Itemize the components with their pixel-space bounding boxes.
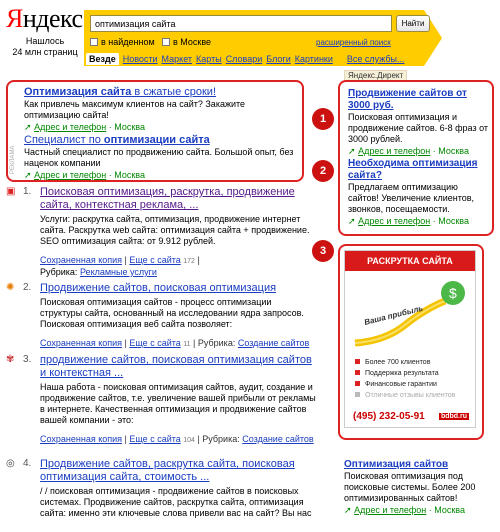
ads-label: РЕКЛАМА: [10, 145, 16, 174]
more-from-site-link[interactable]: Еще с сайта: [129, 434, 181, 444]
services-nav: [86, 53, 405, 65]
marker-2: 2: [312, 160, 334, 182]
search-result: [6, 354, 316, 446]
ad-text: Поисковая оптимизация под поисковые системы. Более 200 оптимизированных сайтов!: [344, 471, 476, 503]
marker-1: 1: [312, 108, 334, 130]
map-pin-icon: ➚: [348, 146, 356, 156]
more-from-count: 104: [183, 437, 195, 444]
site-favicon-icon: ✺: [6, 282, 15, 293]
ad-title[interactable]: Продвижение сайтов от 3000 руб.: [348, 88, 467, 111]
yandex-direct-label[interactable]: Яндекс.Директ: [344, 70, 407, 81]
search-result: [6, 282, 316, 350]
coin-symbol: $: [449, 285, 457, 301]
result-title-link[interactable]: Продвижение сайтов, поисковая оптимизация: [40, 282, 277, 294]
tab-dictionaries[interactable]: Словари: [225, 54, 263, 64]
ad-title[interactable]: Оптимизация сайтов: [344, 459, 449, 470]
saved-copy-link[interactable]: Сохраненная копия: [40, 434, 123, 444]
ad-right-1: [348, 88, 490, 157]
right-ads-box: [338, 80, 494, 236]
search-in-moscow-label: в Москве: [173, 37, 212, 47]
ad-city: Москва: [114, 122, 145, 132]
rubric-label: Рубрика:: [40, 267, 78, 277]
promo-banner[interactable]: [344, 250, 476, 428]
ad-title[interactable]: [24, 134, 300, 147]
result-snippet: / / поисковая оптимизация - продвижение сайтов в поисковых системах. Продвижение сайтов, раскрутка сайта, оптимизация сайта: именно эти ключевые слова привели вас на сайт? Вы нас: [40, 486, 312, 518]
map-pin-icon: ➚: [24, 170, 32, 180]
advanced-search-link[interactable]: расширенный поиск: [316, 38, 391, 47]
tab-blogs[interactable]: Блоги: [266, 54, 291, 64]
checkbox-icon[interactable]: [90, 38, 98, 46]
more-from-site-link[interactable]: Еще с сайта: [129, 255, 181, 265]
ad-bottom-right: [344, 458, 494, 516]
result-meta: Сохраненная копия | Еще с сайта 11 | Рубрика: Создание сайтов: [40, 338, 310, 348]
address-link[interactable]: Адрес и телефон: [34, 122, 107, 132]
ad-title[interactable]: [24, 86, 300, 99]
result-snippet: Наша работа - поисковая оптимизация сайтов, аудит, создание и продвижение сайтов, т.е. увеличение вашей прибыли от рекламы в интернете. Качественная оптимизация и продвижение сайтов вашей компании - это:: [40, 382, 316, 425]
search-result: [6, 186, 316, 278]
profit-chart-icon: [345, 273, 475, 353]
saved-copy-link[interactable]: Сохраненная копия: [40, 255, 123, 265]
found-line2: 24 млн страниц: [12, 47, 78, 57]
more-services-link[interactable]: Все службы...: [346, 54, 405, 64]
banner-header: РАСКРУТКА САЙТА: [345, 251, 475, 271]
search-in-moscow-option[interactable]: [162, 37, 211, 47]
banner-feature: Более 700 клиентов: [355, 357, 455, 368]
found-count: [6, 36, 84, 58]
checkbox-icon[interactable]: [162, 38, 170, 46]
ad-top-2: [24, 134, 300, 181]
logo-first-letter: Я: [6, 4, 23, 33]
top-ads-box: [6, 80, 304, 182]
rubric-label: Рубрика:: [202, 434, 240, 444]
ad-city: Москва: [438, 216, 469, 226]
more-from-count: 11: [183, 341, 191, 348]
ad-text: Предлагаем оптимизацию сайтов! Увеличение клиентов, звонков, посещаемости.: [348, 182, 475, 214]
ad-address: ➚ Адрес и телефон · Москва: [348, 216, 469, 226]
more-from-site-link[interactable]: Еще с сайта: [129, 338, 181, 348]
ad-top-1: [24, 86, 300, 133]
ad-right-2: [348, 158, 490, 227]
found-line1: Нашлось: [25, 36, 65, 46]
ad-city: Москва: [114, 170, 145, 180]
result-title-link[interactable]: Продвижение сайтов, раскрутка сайта, поисковая оптимизация сайта, стоимость ...: [40, 458, 295, 483]
ad-city: Москва: [438, 146, 469, 156]
ad-text: Частный специалист по продвижению сайта. Большой опыт, без наценок компании: [24, 147, 294, 168]
map-pin-icon: ➚: [24, 122, 32, 132]
search-result: [6, 458, 316, 519]
ad-address: ➚ Адрес и телефон · Москва: [24, 122, 145, 132]
banner-feature: Финансовые гарантии: [355, 379, 455, 390]
map-pin-icon: ➚: [348, 216, 356, 226]
search-input[interactable]: [90, 15, 392, 32]
search-button[interactable]: Найти: [396, 15, 430, 32]
address-link[interactable]: Адрес и телефон: [354, 505, 427, 515]
tab-everywhere[interactable]: Везде: [86, 53, 119, 65]
rubric-link[interactable]: Создание сайтов: [237, 338, 310, 348]
result-snippet: Услуги: раскрутка сайта, оптимизация, продвижение интернет сайта. Раскрутка web сайта: оптимизация сайта + продвижение. SEO оптимизация сайта: от 9.912 рублей.: [40, 214, 310, 246]
marker-3: 3: [312, 240, 334, 262]
ad-title-rest: в сжатые сроки!: [131, 86, 217, 98]
address-link[interactable]: Адрес и телефон: [34, 170, 107, 180]
banner-phone: (495) 232-05-91: [353, 411, 425, 422]
tab-market[interactable]: Маркет: [161, 54, 193, 64]
address-link[interactable]: Адрес и телефон: [358, 146, 431, 156]
address-link[interactable]: Адрес и телефон: [358, 216, 431, 226]
ad-address: ➚ Адрес и телефон · Москва: [344, 505, 465, 515]
result-rubric: [40, 267, 316, 278]
result-number: 4.: [23, 458, 32, 469]
banner-feature: Поддержка результата: [355, 368, 455, 379]
yandex-logo[interactable]: [6, 4, 83, 34]
ad-address: ➚ Адрес и телефон · Москва: [24, 170, 145, 180]
tab-news[interactable]: Новости: [122, 54, 158, 64]
rubric-label: Рубрика:: [197, 338, 236, 348]
ad-address: ➚ Адрес и телефон · Москва: [348, 146, 469, 156]
result-title-link[interactable]: продвижение сайтов, поисковая оптимизация сайтов и контекстная ...: [40, 354, 312, 379]
ad-title-bold: оптимизации сайта: [103, 134, 210, 146]
result-number: 1.: [23, 186, 32, 197]
logo-rest: ндекс: [22, 4, 83, 33]
curve-label: Ваша прибыль: [363, 303, 424, 327]
result-number: 2.: [23, 282, 32, 293]
banner-features: [355, 357, 455, 401]
banner-site-logo: bdbd.ru: [440, 413, 467, 420]
ad-city: Москва: [434, 505, 465, 515]
rubric-link[interactable]: Создание сайтов: [242, 434, 314, 444]
ad-text: Как привлечь максимум клиентов на сайт? Закажите оптимизацию сайта!: [24, 99, 246, 120]
site-favicon-icon: ◎: [6, 458, 15, 469]
rubric-link[interactable]: Рекламные услуги: [79, 267, 157, 277]
result-meta: Сохраненная копия | Еще с сайта 104 | Рубрика: Создание сайтов: [40, 434, 314, 444]
result-snippet: Поисковая оптимизация сайтов - процесс оптимизации структуры сайта, основанный на исследовании ядра запросов. Поисковая оптимизация веб сайта позволяет:: [40, 297, 304, 329]
search-in-found-option[interactable]: [90, 37, 155, 47]
tab-maps[interactable]: Карты: [196, 54, 222, 64]
result-title-link[interactable]: Поисковая оптимизация, раскрутка, продвижение сайта, контекстная реклама, ...: [40, 186, 295, 211]
result-number: 3.: [23, 354, 32, 365]
ad-title-bold: Оптимизация сайта: [24, 86, 132, 98]
map-pin-icon: ➚: [344, 505, 352, 515]
saved-copy-link[interactable]: Сохраненная копия: [40, 338, 123, 348]
ad-text: Поисковая оптимизация и продвижение сайтов. 6-8 фраз от 3000 рублей.: [348, 112, 488, 144]
site-favicon-icon: ✾: [6, 354, 15, 365]
search-in-found-label: в найденном: [101, 37, 155, 47]
result-meta: Сохраненная копия | Еще с сайта 172 |: [40, 255, 200, 265]
ad-title-rest: Специалист по: [24, 134, 104, 146]
tab-images[interactable]: Картинки: [294, 54, 333, 64]
more-from-count: 172: [183, 258, 195, 265]
site-favicon-icon: ▣: [6, 186, 16, 197]
ad-title[interactable]: Необходима оптимизация сайта?: [348, 158, 478, 181]
banner-feature: Отличные отзывы клиентов: [355, 390, 455, 401]
